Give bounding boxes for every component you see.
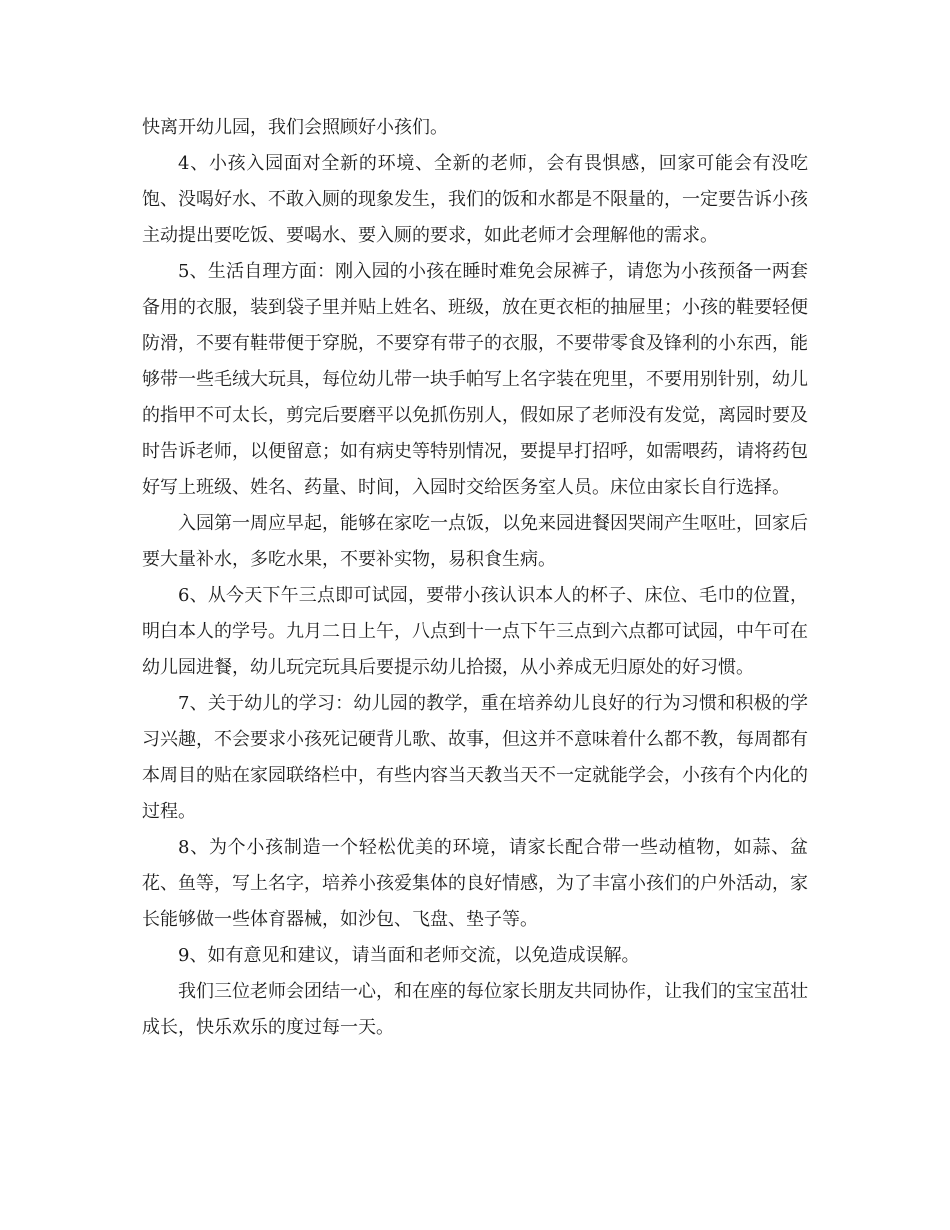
document-body	[142, 110, 808, 1046]
paragraph-item-7: 7、关于幼儿的学习：幼儿园的教学，重在培养幼儿良好的行为习惯和积极的学习兴趣，不会要求小孩死记硬背儿歌、故事，但这并不意味着什么都不教，每周都有本周目的贴在家园联络栏中，有些内容当天教当天不一定就能学会，小孩有个内化的过程。	[142, 693, 808, 822]
paragraph-continuation: 快离开幼儿园，我们会照顾好小孩们。	[142, 117, 448, 138]
paragraph-first-week: 入园第一周应早起，能够在家吃一点饭，以免来园进餐因哭闹产生呕吐，回家后要大量补水，多吃水果，不要补实物，易积食生病。	[142, 513, 808, 570]
paragraph-item-6: 6、从今天下午三点即可试园，要带小孩认识本人的杯子、床位、毛巾的位置，明白本人的学号。九月二日上午，八点到十一点下午三点到六点都可试园，中午可在幼儿园进餐，幼儿玩完玩具后要提示幼儿拾掇，从小养成无归原处的好习惯。	[142, 585, 808, 678]
paragraph-item-5: 5、生活自理方面：刚入园的小孩在睡时难免会尿裤子，请您为小孩预备一两套备用的衣服，装到袋子里并贴上姓名、班级，放在更衣柜的抽屉里；小孩的鞋要轻便防滑，不要有鞋带便于穿脱，不要穿有带子的衣服，不要带零食及锋利的小东西，能够带一些毛绒大玩具，每位幼儿带一块手帕写上名字装在兜里，不要用别针别，幼儿的指甲不可太长，剪完后要磨平以免抓伤别人，假如尿了老师没有发觉，离园时要及时告诉老师，以便留意；如有病史等特别情况，要提早打招呼，如需喂药，请将药包好写上班级、姓名、药量、时间，入园时交给医务室人员。床位由家长自行选择。	[142, 261, 808, 498]
paragraph-item-9: 9、如有意见和建议，请当面和老师交流，以免造成误解。	[178, 945, 640, 966]
paragraph-item-8: 8、为个小孩制造一个轻松优美的环境，请家长配合带一些动植物，如蒜、盆花、鱼等，写上名字，培养小孩爱集体的良好情感，为了丰富小孩们的户外活动，家长能够做一些体育器械，如沙包、飞盘、垫子等。	[142, 837, 808, 930]
paragraph-item-4: 4、小孩入园面对全新的环境、全新的老师，会有畏惧感，回家可能会有没吃饱、没喝好水、不敢入厕的现象发生，我们的饭和水都是不限量的，一定要告诉小孩主动提出要吃饭、要喝水、要入厕的要求，如此老师才会理解他的需求。	[142, 153, 808, 246]
paragraph-closing: 我们三位老师会团结一心，和在座的每位家长朋友共同协作，让我们的宝宝茁壮成长，快乐欢乐的度过每一天。	[142, 981, 808, 1038]
